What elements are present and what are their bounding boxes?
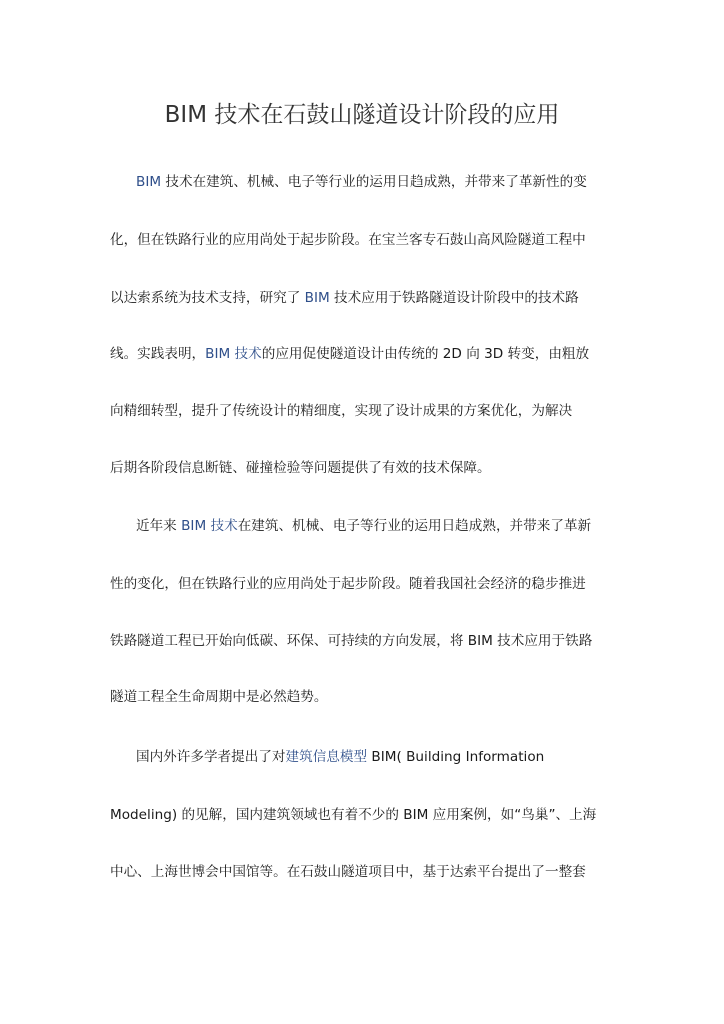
text-run: 以达索系统为技术支持，研究了	[110, 290, 305, 306]
text-run: 技术在建筑、机械、电子等行业的运用日趋成熟，并带来了革新性的变	[161, 174, 587, 190]
bim-link[interactable]: BIM	[304, 290, 330, 306]
paragraph-2-line-2: 性的变化，但在铁路行业的应用尚处于起步阶段。随着我国社会经济的稳步推进	[110, 576, 586, 592]
paragraph-3-line-2: Modeling) 的见解，国内建筑领域也有着不少的 BIM 应用案例，如“鸟巢”、上海	[110, 807, 597, 823]
text-run: 的应用促使隧道设计由传统的 2D 向 3D 转变，由粗放	[261, 346, 590, 362]
text-run: 线。实践表明，	[110, 346, 206, 362]
paragraph-3-line-1	[136, 746, 618, 768]
paragraph-1-line-4	[110, 343, 618, 365]
text-run: BIM( Building Information	[367, 749, 545, 765]
page-title: BIM 技术在石鼓山隧道设计阶段的应用	[164, 102, 560, 128]
text-run: 技术应用于铁路隧道设计阶段中的技术路	[329, 290, 579, 306]
paragraph-1-line-6: 后期各阶段信息断链、碰撞检验等问题提供了有效的技术保障。	[110, 460, 491, 476]
bim-technology-link[interactable]: BIM 技术	[181, 518, 238, 534]
paragraph-2-line-4: 隧道工程全生命周期中是必然趋势。	[110, 689, 328, 705]
paragraph-3-line-3: 中心、上海世博会中国馆等。在石鼓山隧道项目中，基于达索平台提出了一整套	[110, 864, 586, 880]
paragraph-1-line-5: 向精细转型，提升了传统设计的精细度，实现了设计成果的方案优化，为解决	[110, 403, 573, 419]
paragraph-2-line-1	[136, 515, 618, 537]
bim-technology-link[interactable]: BIM 技术	[205, 346, 262, 362]
text-run: 国内外许多学者提出了对	[136, 749, 286, 765]
paragraph-1-line-3	[110, 287, 618, 309]
bim-link[interactable]: BIM	[136, 174, 162, 190]
text-run: 在建筑、机械、电子等行业的运用日趋成熟，并带来了革新	[237, 518, 592, 534]
paragraph-1-line-1	[136, 171, 618, 193]
paragraph-1-line-2: 化，但在铁路行业的应用尚处于起步阶段。在宝兰客专石鼓山高风险隧道工程中	[110, 232, 586, 248]
paragraph-2-line-3: 铁路隧道工程已开始向低碳、环保、可持续的方向发展，将 BIM 技术应用于铁路	[110, 633, 593, 649]
text-run: 近年来	[136, 518, 182, 534]
building-information-model-link[interactable]: 建筑信息模型	[285, 749, 368, 765]
